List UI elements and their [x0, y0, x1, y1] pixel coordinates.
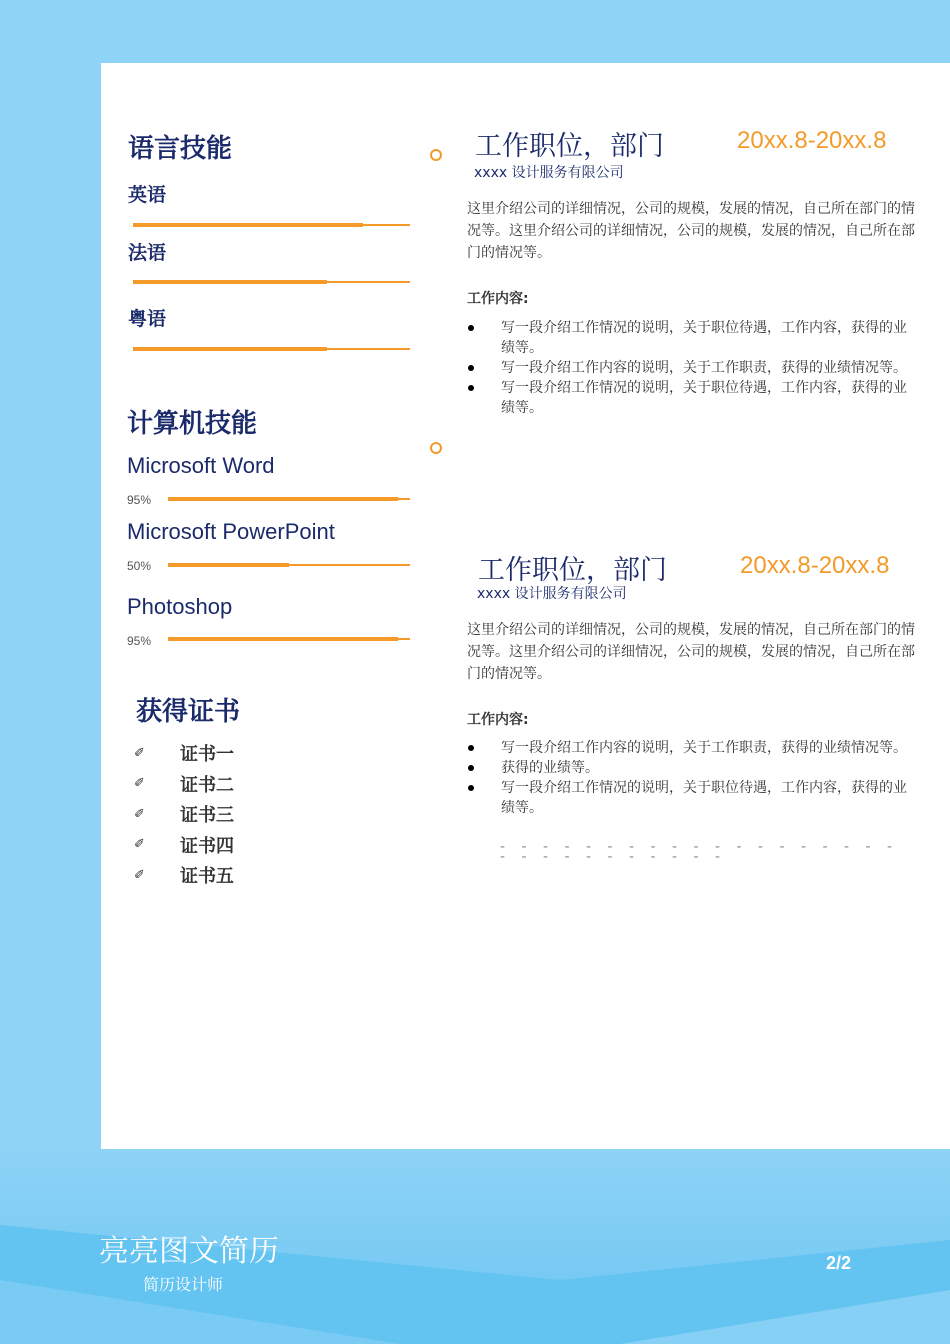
work-content-list	[467, 318, 917, 418]
language-bar-cantonese	[133, 348, 410, 350]
job-title: 工作职位，部门	[475, 131, 664, 162]
list-item	[134, 799, 234, 830]
pen-icon: ✐	[134, 837, 145, 853]
list-item	[134, 769, 234, 800]
company-name: xxxx 设计服务有限公司	[477, 586, 627, 602]
company-name: xxxx 设计服务有限公司	[474, 165, 624, 181]
computer-skills-title: 计算机技能	[127, 409, 258, 439]
certificate-name: 证书一	[180, 744, 234, 766]
software-label-powerpoint: Microsoft PowerPoint	[127, 519, 335, 544]
list-item: 写一段介绍工作情况的说明，关于职位待遇，工作内容，获得的业绩等。	[467, 318, 917, 358]
software-bar-photoshop	[168, 638, 410, 640]
list-item: 写一段介绍工作内容的说明，关于工作职责，获得的业绩情况等。	[467, 738, 917, 758]
certificate-list	[134, 738, 234, 891]
language-label-french: 法语	[128, 242, 167, 264]
timeline-dot	[430, 442, 442, 454]
list-item	[134, 830, 234, 861]
job-date: 20xx.8-20xx.8	[737, 127, 887, 154]
software-bar-fill	[168, 497, 398, 501]
list-item	[134, 738, 234, 769]
job-title: 工作职位，部门	[478, 555, 667, 586]
list-item: 写一段介绍工作内容的说明，关于工作职责，获得的业绩情况等。	[467, 358, 917, 378]
certificate-name: 证书三	[180, 805, 234, 827]
clipped-text-line: - - - - - - - - - - - - - - - - - - - - - - - - - - - - - -	[500, 839, 899, 865]
language-label-cantonese: 粤语	[128, 308, 167, 330]
software-bar-fill	[168, 637, 398, 641]
certificate-name: 证书四	[180, 835, 234, 857]
software-bar-fill	[168, 563, 289, 567]
pen-icon: ✐	[134, 806, 145, 822]
software-label-word: Microsoft Word	[127, 453, 275, 478]
language-skills-title: 语言技能	[128, 134, 233, 164]
software-bar-powerpoint	[168, 564, 410, 566]
software-percent-photoshop: 95%	[127, 634, 152, 648]
software-label-photoshop: Photoshop	[127, 594, 233, 619]
company-description: 这里介绍公司的详细情况，公司的规模，发展的情况，自己所在部门的情况等。这里介绍公司的详细情况，公司的规模，发展的情况，自己所在部门的情况等。	[467, 622, 915, 682]
list-item: 写一段介绍工作情况的说明，关于职位待遇，工作内容，获得的业绩等。	[467, 378, 917, 418]
work-content-label: 工作内容:	[467, 712, 529, 728]
pen-icon: ✐	[134, 776, 145, 792]
software-percent-powerpoint: 50%	[127, 559, 152, 573]
job-date: 20xx.8-20xx.8	[740, 552, 890, 579]
language-bar-english	[133, 224, 410, 226]
timeline-dot	[430, 149, 442, 161]
pen-icon: ✐	[134, 867, 145, 883]
software-percent-word: 95%	[127, 493, 152, 507]
page-number: 2/2	[826, 1253, 852, 1273]
certificate-name: 证书二	[180, 774, 234, 796]
certificate-name: 证书五	[180, 866, 234, 888]
list-item: 写一段介绍工作情况的说明，关于职位待遇，工作内容，获得的业绩等。	[467, 778, 917, 818]
brand-name: 亮亮图文简历	[99, 1234, 279, 1269]
language-bar-french	[133, 281, 410, 283]
work-content-list	[467, 738, 917, 818]
certificates-title: 获得证书	[136, 697, 241, 727]
work-content-label: 工作内容:	[467, 291, 529, 307]
language-label-english: 英语	[128, 184, 167, 206]
list-item: 获得的业绩等。	[467, 758, 917, 778]
language-bar-fill	[133, 280, 327, 284]
language-bar-fill	[133, 347, 327, 351]
brand-subtitle: 简历设计师	[143, 1275, 224, 1294]
language-bar-fill	[133, 223, 363, 227]
company-description: 这里介绍公司的详细情况，公司的规模，发展的情况，自己所在部门的情况等。这里介绍公司的详细情况，公司的规模，发展的情况，自己所在部门的情况等。	[467, 201, 915, 261]
list-item	[134, 860, 234, 891]
software-bar-word	[168, 498, 410, 500]
pen-icon: ✐	[134, 745, 145, 761]
